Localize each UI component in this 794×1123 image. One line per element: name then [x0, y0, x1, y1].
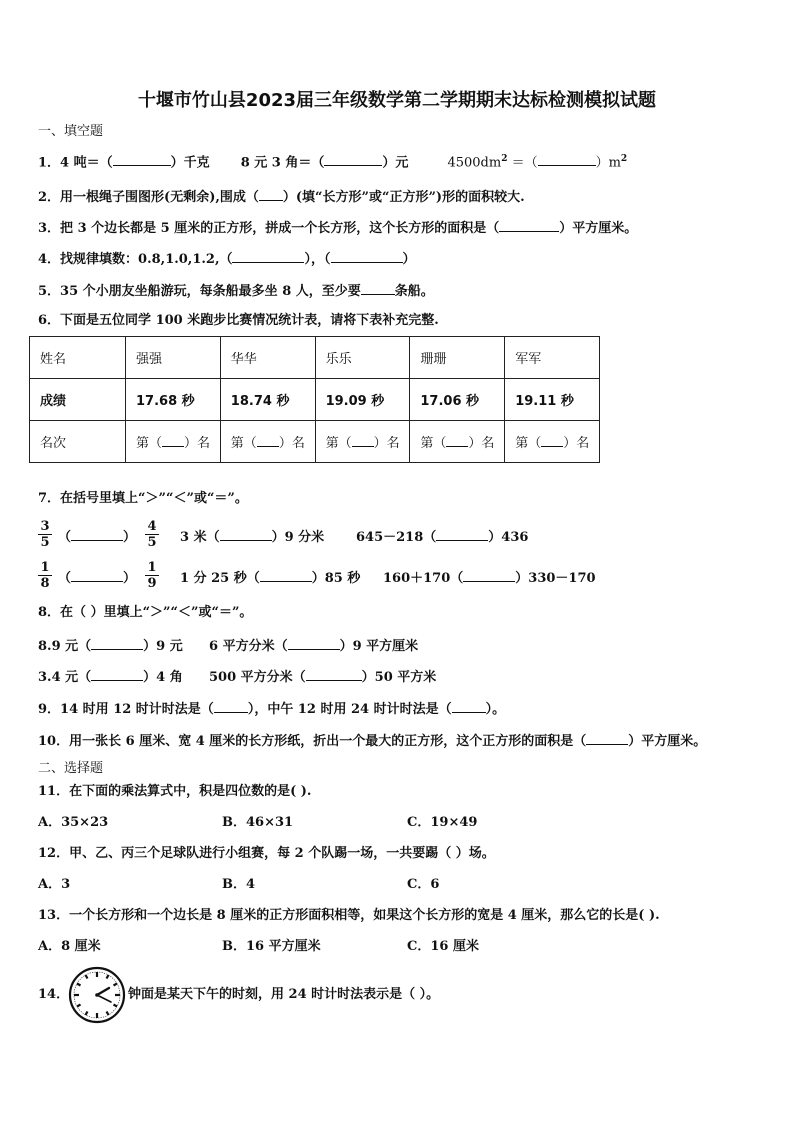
option-c[interactable]: C．16 厘米	[407, 939, 479, 954]
table-cell: 19.09 秒	[315, 379, 410, 421]
answer-blank[interactable]	[288, 636, 340, 650]
q1-superscript: 2	[501, 154, 508, 164]
q7-text: ）9 分米	[271, 530, 325, 545]
rank-text: ）名	[278, 436, 305, 451]
numerator: 1	[145, 560, 159, 576]
q8-text: 500 平方分米（	[209, 670, 306, 685]
q7-blank-4	[58, 568, 136, 588]
q8-item-b	[209, 636, 418, 656]
rank-text: ）名	[373, 436, 400, 451]
question-11: 11．在下面的乘法算式中，积是四位数的是( ).	[38, 784, 312, 799]
q5-text-end: 条船。	[394, 284, 434, 299]
table-cell: 姓名	[30, 337, 126, 379]
q8-text: ）50 平方米	[361, 670, 437, 685]
table-row	[30, 337, 600, 379]
q7-text: 160＋170（	[383, 571, 464, 586]
option-c[interactable]: C．6	[407, 877, 440, 892]
q3-text: 3．把 3 个边长都是 5 厘米的正方形，拼成一个长方形，这个长方形的面积是（	[38, 221, 500, 236]
answer-blank[interactable]	[541, 433, 563, 447]
q7-item-3	[356, 527, 528, 547]
q1-part-c-mid: ＝（	[507, 155, 538, 171]
q7-text: 645－218（	[356, 530, 437, 545]
q8-text: ）9 平方厘米	[339, 639, 419, 654]
fraction	[38, 519, 52, 550]
q7-text: ）85 秒	[311, 571, 361, 586]
question-5	[38, 281, 434, 301]
answer-blank[interactable]	[91, 667, 143, 681]
q7-blank-1	[58, 527, 136, 547]
q14-text: 钟面是某天下午的时刻，用 24 时计时法表示是（ ）。	[128, 987, 440, 1002]
table-row	[30, 421, 600, 463]
numerator: 3	[38, 519, 52, 535]
q4-text-end: ）	[402, 252, 416, 267]
q8-item-c	[38, 667, 183, 687]
q7-text: ）330－170	[515, 571, 596, 586]
q9-text-mid: ），中午 12 时用 24 时计时法是（	[247, 702, 452, 717]
table-cell: 成绩	[30, 379, 126, 421]
table-cell: 19.11 秒	[505, 379, 600, 421]
table-cell: 17.68 秒	[126, 379, 221, 421]
answer-blank[interactable]	[113, 152, 171, 166]
table-cell: 强强	[126, 337, 221, 379]
score-table	[29, 336, 600, 463]
rank-text: ）名	[563, 436, 590, 451]
q1-part-c-end: ）m	[595, 155, 621, 171]
q1-superscript: 2	[620, 154, 628, 164]
denominator: 8	[40, 576, 50, 591]
q7-text: 3 米（	[180, 530, 220, 545]
answer-blank[interactable]	[220, 527, 272, 541]
fraction	[38, 560, 52, 591]
question-9	[38, 699, 505, 719]
fraction	[145, 560, 159, 591]
answer-blank[interactable]	[259, 187, 283, 201]
q9-text-end: ）。	[485, 702, 506, 717]
q10-text-end: ）平方厘米。	[628, 734, 707, 749]
q8-item-d	[209, 667, 436, 687]
answer-blank[interactable]	[452, 699, 486, 713]
answer-blank[interactable]	[361, 281, 395, 295]
answer-blank[interactable]	[352, 433, 374, 447]
q1-part-b-end: ）元	[382, 155, 409, 171]
answer-blank[interactable]	[162, 433, 184, 447]
option-a[interactable]: A．35×23	[38, 815, 109, 830]
rank-text: ）名	[184, 436, 211, 451]
table-cell: 17.06 秒	[410, 379, 505, 421]
question-4	[38, 249, 416, 269]
table-cell: 华华	[220, 337, 315, 379]
q4-text-mid: ），（	[304, 252, 331, 267]
question-10	[38, 731, 706, 751]
q1-part-b: 8 元 3 角＝（	[240, 155, 325, 171]
table-cell: 名次	[30, 421, 126, 463]
option-a[interactable]: A．8 厘米	[38, 939, 101, 954]
denominator: 5	[40, 535, 50, 550]
answer-blank[interactable]	[463, 568, 515, 582]
answer-blank[interactable]	[260, 568, 312, 582]
q1-part-c: 4500dm	[447, 155, 502, 171]
question-1	[38, 150, 627, 172]
rank-text: 第（	[325, 436, 352, 451]
answer-blank[interactable]	[71, 527, 123, 541]
answer-blank[interactable]	[436, 527, 488, 541]
q7-item-2	[180, 527, 324, 547]
q8-text: 8.9 元（	[38, 639, 92, 654]
rank-text: 第（	[230, 436, 257, 451]
question-3	[38, 218, 637, 238]
table-row	[30, 379, 600, 421]
rank-cell[interactable]	[220, 421, 315, 463]
q3-text-end: ）平方厘米。	[559, 221, 638, 236]
page-title: 十堰市竹山县2023届三年级数学第二学期期末达标检测模拟试题	[137, 90, 657, 111]
question-12: 12．甲、乙、丙三个足球队进行小组赛，每 2 个队踢一场，一共要踢（ ）场。	[38, 846, 495, 861]
answer-blank[interactable]	[331, 249, 403, 263]
fraction	[145, 519, 159, 550]
rank-text: 第（	[420, 436, 447, 451]
q8-text: ）9 元	[143, 639, 183, 654]
q1-number: 1．	[38, 155, 61, 171]
option-b[interactable]: B．4	[222, 877, 256, 892]
q14-number: 14．	[38, 987, 70, 1002]
paren: （	[58, 571, 72, 586]
paren: ）	[123, 571, 137, 586]
answer-blank[interactable]	[257, 433, 279, 447]
answer-blank[interactable]	[306, 667, 362, 681]
table-cell: 18.74 秒	[220, 379, 315, 421]
q8-text: ）4 角	[143, 670, 183, 685]
answer-blank[interactable]	[214, 699, 248, 713]
answer-blank[interactable]	[586, 731, 628, 745]
answer-blank[interactable]	[71, 568, 123, 582]
q7-item-5	[180, 568, 360, 588]
q1-part-a-end: ）千克	[170, 155, 210, 171]
q9-text: 9．14 时用 12 时计时法是（	[38, 702, 214, 717]
question-13: 13．一个长方形和一个边长是 8 厘米的正方形面积相等，如果这个长方形的宽是 4 厘米，那么它的长是( ).	[38, 908, 660, 923]
rank-cell[interactable]	[505, 421, 600, 463]
q2-text-end: ）(填“长方形”或“正方形”)形的面积较大.	[282, 190, 525, 205]
q7-text: 1 分 25 秒（	[180, 571, 260, 586]
section-multiple-choice: 二、选择题	[38, 761, 104, 776]
q1-part-a: 4 吨＝（	[60, 155, 113, 171]
rank-cell[interactable]	[410, 421, 505, 463]
answer-blank[interactable]	[91, 636, 143, 650]
numerator: 4	[145, 519, 159, 535]
paren: （	[58, 530, 72, 545]
rank-cell[interactable]	[126, 421, 221, 463]
table-cell: 乐乐	[315, 337, 410, 379]
q5-text: 5．35 个小朋友坐船游玩，每条船最多坐 8 人，至少要	[38, 284, 361, 299]
rank-text: 第（	[136, 436, 163, 451]
rank-text: ）名	[468, 436, 495, 451]
option-c[interactable]: C．19×49	[407, 815, 478, 830]
question-6: 6．下面是五位同学 100 米跑步比赛情况统计表，请将下表补充完整.	[38, 313, 439, 328]
option-a[interactable]: A．3	[38, 877, 71, 892]
section-fill-blank: 一、填空题	[38, 124, 104, 139]
question-7: 7．在括号里填上“＞”“＜”或“＝”。	[38, 491, 248, 506]
answer-blank[interactable]	[232, 249, 304, 263]
option-b[interactable]: B．46×31	[222, 815, 294, 830]
denominator: 5	[147, 535, 157, 550]
option-b[interactable]: B．16 平方厘米	[222, 939, 321, 954]
q8-item-a	[38, 636, 183, 656]
question-2	[38, 187, 525, 207]
answer-blank[interactable]	[499, 218, 559, 232]
answer-blank[interactable]	[446, 433, 468, 447]
denominator: 9	[147, 576, 157, 591]
q8-text: 3.4 元（	[38, 670, 92, 685]
answer-blank[interactable]	[538, 152, 596, 166]
paren: ）	[123, 530, 137, 545]
rank-text: 第（	[515, 436, 542, 451]
numerator: 1	[38, 560, 52, 576]
clock-icon	[67, 966, 127, 1024]
q7-text: ）436	[488, 530, 529, 545]
answer-blank[interactable]	[324, 152, 382, 166]
q8-text: 6 平方分米（	[209, 639, 288, 654]
q2-text: 2．用一根绳子围图形(无剩余),围成（	[38, 190, 259, 205]
q4-text: 4．找规律填数：0.8,1.0,1.2,（	[38, 252, 233, 267]
table-cell: 军军	[505, 337, 600, 379]
q10-text: 10．用一张长 6 厘米、宽 4 厘米的长方形纸，折出一个最大的正方形，这个正方形的面积是（	[38, 734, 587, 749]
rank-cell[interactable]	[315, 421, 410, 463]
table-cell: 珊珊	[410, 337, 505, 379]
q7-item-6	[383, 568, 596, 588]
question-8: 8．在（ ）里填上“＞”“＜”或“＝”。	[38, 605, 253, 620]
